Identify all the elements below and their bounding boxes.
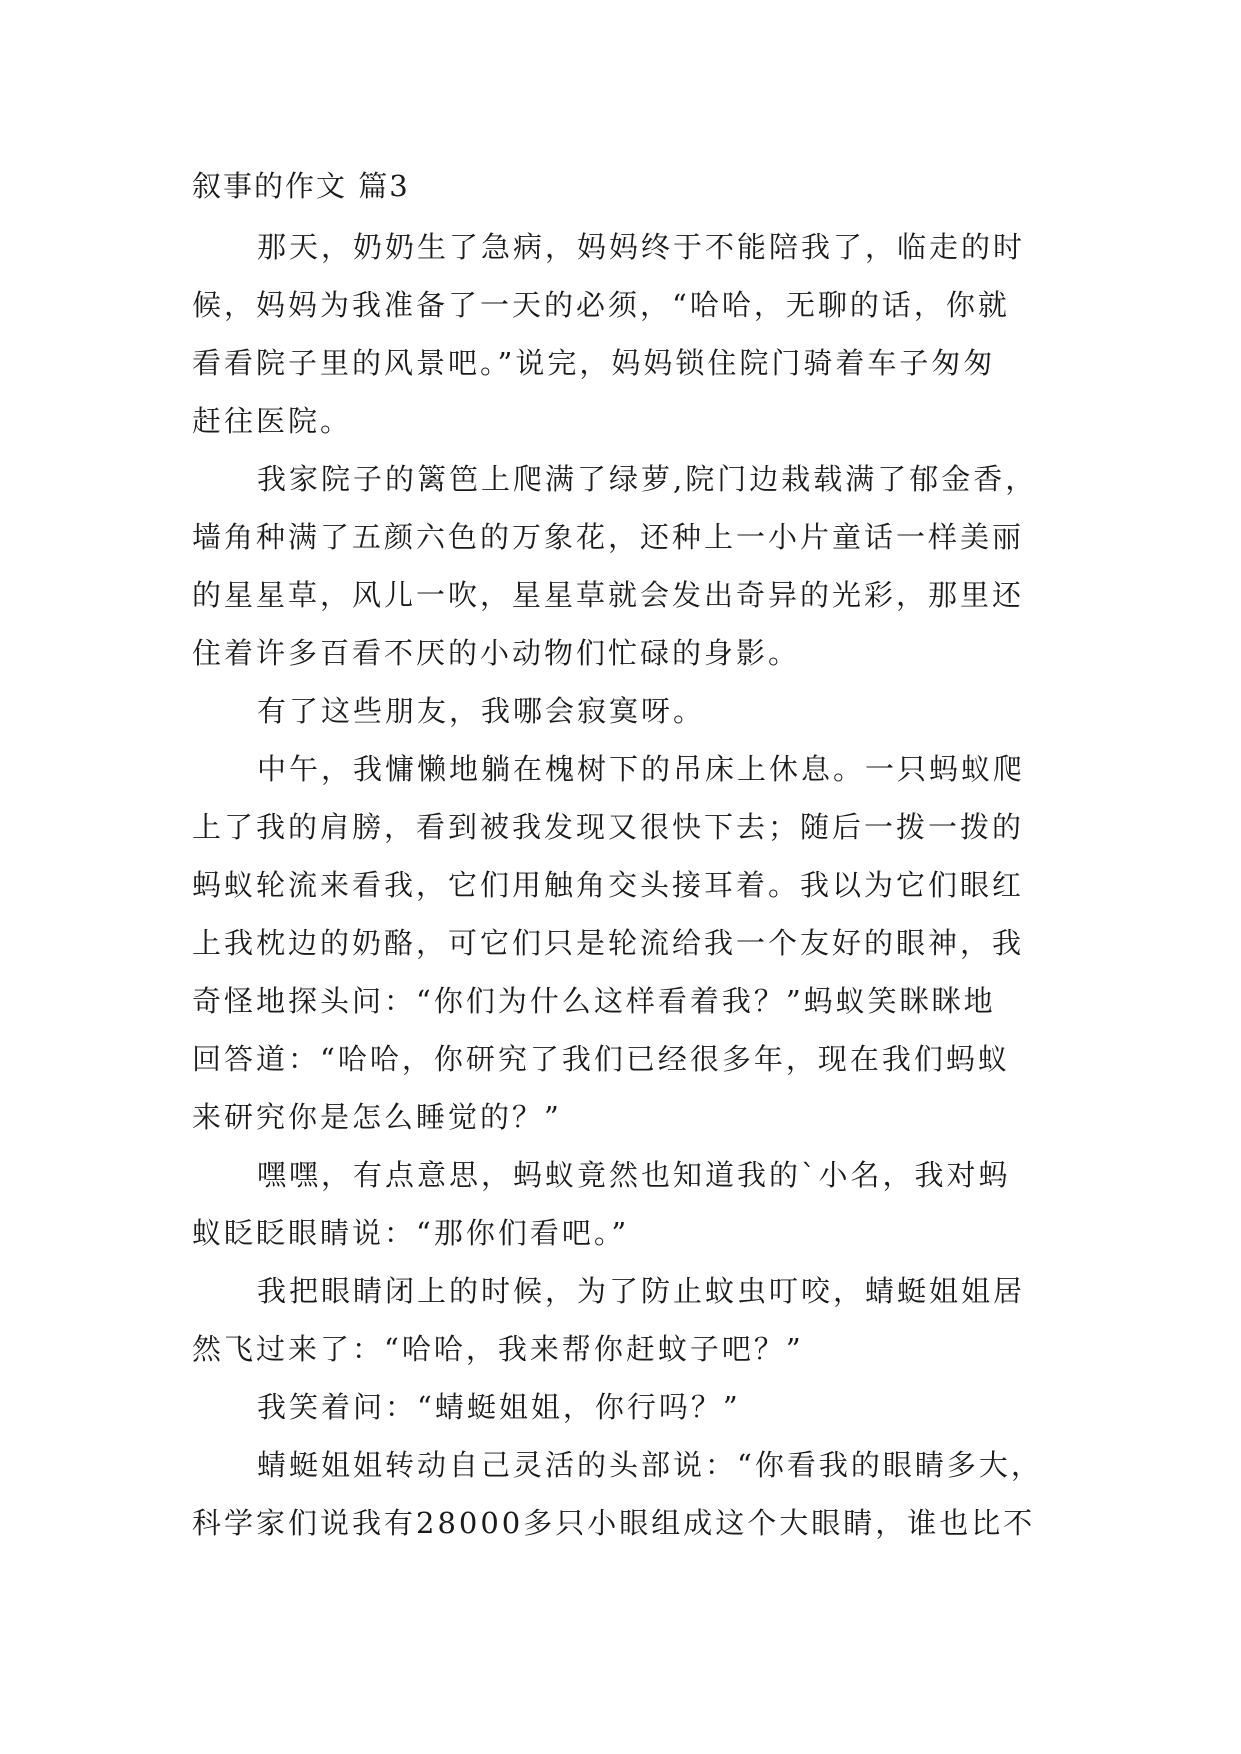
text-line: 然飞过来了：“哈哈，我来帮你赶蚊子吧？” bbox=[192, 1332, 804, 1366]
text-line: 那天，奶奶生了急病，妈妈终于不能陪我了，临走的时 bbox=[257, 230, 1026, 264]
text-line: 奇怪地探头问：“你们为什么这样看着我？”蚂蚁笑眯眯地 bbox=[192, 984, 996, 1018]
text-line: 候，妈妈为我准备了一天的必须，“哈哈，无聊的话，你就 bbox=[192, 288, 1010, 322]
text-line: 的星星草，风儿一吹，星星草就会发出奇异的光彩，那里还 bbox=[192, 578, 1025, 612]
text-line: 墙角种满了五颜六色的万象花，还种上一小片童话一样美丽 bbox=[192, 520, 1025, 554]
essay-title: 叙事的作文 篇3 bbox=[192, 169, 410, 203]
text-line: 上我枕边的奶酪，可它们只是轮流给我一个友好的眼神，我 bbox=[192, 926, 1025, 960]
text-line: 住着许多百看不厌的小动物们忙碌的身影。 bbox=[192, 636, 801, 670]
text-line: 有了这些朋友，我哪会寂寞呀。 bbox=[257, 694, 706, 728]
text-line: 嘿嘿，有点意思，蚂蚁竟然也知道我的`小名，我对蚂 bbox=[257, 1158, 1011, 1192]
text-line: 我把眼睛闭上的时候，为了防止蚊虫叮咬，蜻蜓姐姐居 bbox=[257, 1274, 1026, 1308]
text-line: 来研究你是怎么睡觉的？” bbox=[192, 1100, 562, 1134]
text-line: 中午，我慵懒地躺在槐树下的吊床上休息。一只蚂蚁爬 bbox=[257, 752, 1026, 786]
text-line: 蜻蜓姐姐转动自己灵活的头部说：“你看我的眼睛多大， bbox=[257, 1448, 1043, 1482]
text-line: 蚂蚁轮流来看我，它们用触角交头接耳着。我以为它们眼红 bbox=[192, 868, 1025, 902]
text-line: 回答道：“哈哈，你研究了我们已经很多年，现在我们蚂蚁 bbox=[192, 1042, 1010, 1076]
text-line: 看看院子里的风景吧。”说完，妈妈锁住院门骑着车子匆匆 bbox=[192, 346, 996, 380]
text-line: 蚁眨眨眼睛说：“那你们看吧。” bbox=[192, 1216, 630, 1250]
text-line: 上了我的肩膀，看到被我发现又很快下去；随后一拨一拨的 bbox=[192, 810, 1025, 844]
text-line: 科学家们说我有28000多只小眼组成这个大眼睛，谁也比不 bbox=[192, 1506, 1036, 1540]
text-line: 赶往医院。 bbox=[192, 404, 353, 438]
text-line: 我家院子的篱笆上爬满了绿萝,院门边栽载满了郁金香， bbox=[257, 462, 1038, 496]
text-line: 我笑着问：“蜻蜓姐姐，你行吗？” bbox=[257, 1390, 741, 1424]
